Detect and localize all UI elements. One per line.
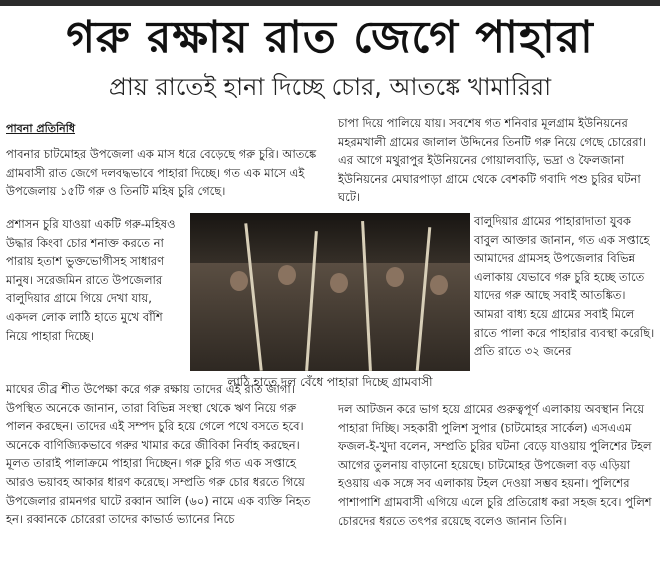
photo-person [386,267,404,287]
headline: গরু রক্ষায় রাত জেগে পাহারা [66,12,594,63]
article-bottom-right [338,400,656,530]
article-bottom-left [6,380,324,529]
paragraph-mid-left: প্রশাসন চুরি যাওয়া একটি গরু-মহিষও উদ্ধার কিংবা চোর শনাক্ত করতে না পারায় হতাশ ভুক্তভোগীসহ সাধারণ মানুষ। সরেজমিন রাতে উপজেলার বালুদিয়ার গ্রামে গিয়ে দেখা যায়, একদল লোক লাঠি হাতে মুখে বাঁশি নিয়ে পাহারা দিচ্ছে। [6,217,176,343]
photo-person [330,273,348,293]
photo-person [230,271,248,291]
article-left-column [6,145,324,201]
news-photo [190,213,470,371]
photo-person [430,275,448,295]
paragraph-bottom-right: দল আটজন করে ভাগ হয়ে গ্রামের গুরুত্বপূর্ণ এলাকায় অবস্থান নিয়ে পাহারা দিচ্ছি। সহকারী পুলিশ সুপার (চাটমোহর সার্কেল) এসএএম ফজল-ই-খুদা বলেন, সম্প্রতি চুরির ঘটনা বেড়ে যাওয়ায় পুলিশের টহল আগের তুলনায় বাড়ানো হয়েছে। চাটমোহর উপজেলা বড় এড়িয়া হওয়ায় এক সঙ্গে সব এলাকায় টহল দেওয়া সম্ভব হয়না। পুলিশের পাশাপাশি গ্রামবাসী এগিয়ে এলে চুরি প্রতিরোধ করা সহজ হবে। পুলিশ চোরদের ধরতে তৎপর রয়েছে বলেও জানান তিনি। [338,402,652,528]
paragraph-bottom-left: মাঘের তীব্র শীত উপেক্ষা করে গরু রক্ষায় তাদের এই রাত জাগা। উপস্থিত অনেকে জানান, তারা বিভিন্ন সংস্থা থেকে ঋণ নিয়ে গরু পালন করছেন। তাদের এই সম্পদ চুরি হয়ে গেলে পথে বসতে হবে। অনেকে বাণিজ্যিকভাবে গরুর খামার করে জীবিকা নির্বাহ করছেন। মূলত তারাই পালাক্রমে পাহারা দিচ্ছেন। গরু চুরি গত এক সপ্তাহে আরও ভয়াবহ আকার ধারণ করেছে। সম্প্রতি গরু চোর ধরতে গিয়ে উপজেলার রামনগর ঘাটে রব্বান আলি (৬০) নামে এক ব্যক্তি নিহত হন। রব্বানকে চোরেরা তাদের কাভার্ড ভ্যানের নিচে [6,382,311,527]
photo-caption: লাঠি হাতে দল বেঁধে পাহারা দিচ্ছে গ্রামবাসী [227,375,433,389]
article-mid-right [474,212,656,361]
subheadline: প্রায় রাতেই হানা দিচ্ছে চোর, আতঙ্কে খামারিরা [108,73,552,101]
paragraph-mid-right: বালুদিয়ার গ্রামের পাহারাদাতা যুবক বাবুল আক্তার জানান, গত এক সপ্তাহে আমাদের গ্রামসহ উপজেলার বিভিন্ন এলাকায় যেভাবে গরু চুরি হচ্ছে তাতে যাদের গরু আছে সবাই আতঙ্কিত। আমরা বাধ্য হয়ে গ্রামের সবাই মিলে রাতে পালা করে পাহারার ব্যবস্থা করেছি। প্রতি রাতে ৩২ জনের [474,214,655,359]
paragraph-intro: পাবনার চাটমোহর উপজেলা এক মাস ধরে বেড়েছে গরু চুরি। আতঙ্কে গ্রামবাসী রাত জেগে দলবদ্ধভাবে পাহারা দিচ্ছে। গত এক মাসে এই উপজেলায় ১৫টি গরু ও তিনটি মহিষ চুরি গেছে। [6,147,317,199]
photo-person [278,265,296,285]
top-rule [0,0,660,6]
article-mid-left [6,215,186,345]
paragraph-right-top: চাপা দিয়ে পালিয়ে যায়। সবশেষ গত শনিবার মূলগ্রাম ইউনিয়নের মহরমখালী গ্রামের জালাল উদ্দিনের তিনটি গরু নিয়ে গেছে চোরেরা। এর আগে মথুরাপুর ইউনিয়নের গোয়ালবাড়ি, ভদ্রা ও ফৈলজানা ইউনিয়নের মেঘারপাড়া গ্রামে থেকে বেশকটি গবাদি পশু চুরির ঘটনা ঘটে। [338,116,647,205]
article-right-top [338,114,656,207]
byline: পাবনা প্রতিনিধি [6,122,76,135]
